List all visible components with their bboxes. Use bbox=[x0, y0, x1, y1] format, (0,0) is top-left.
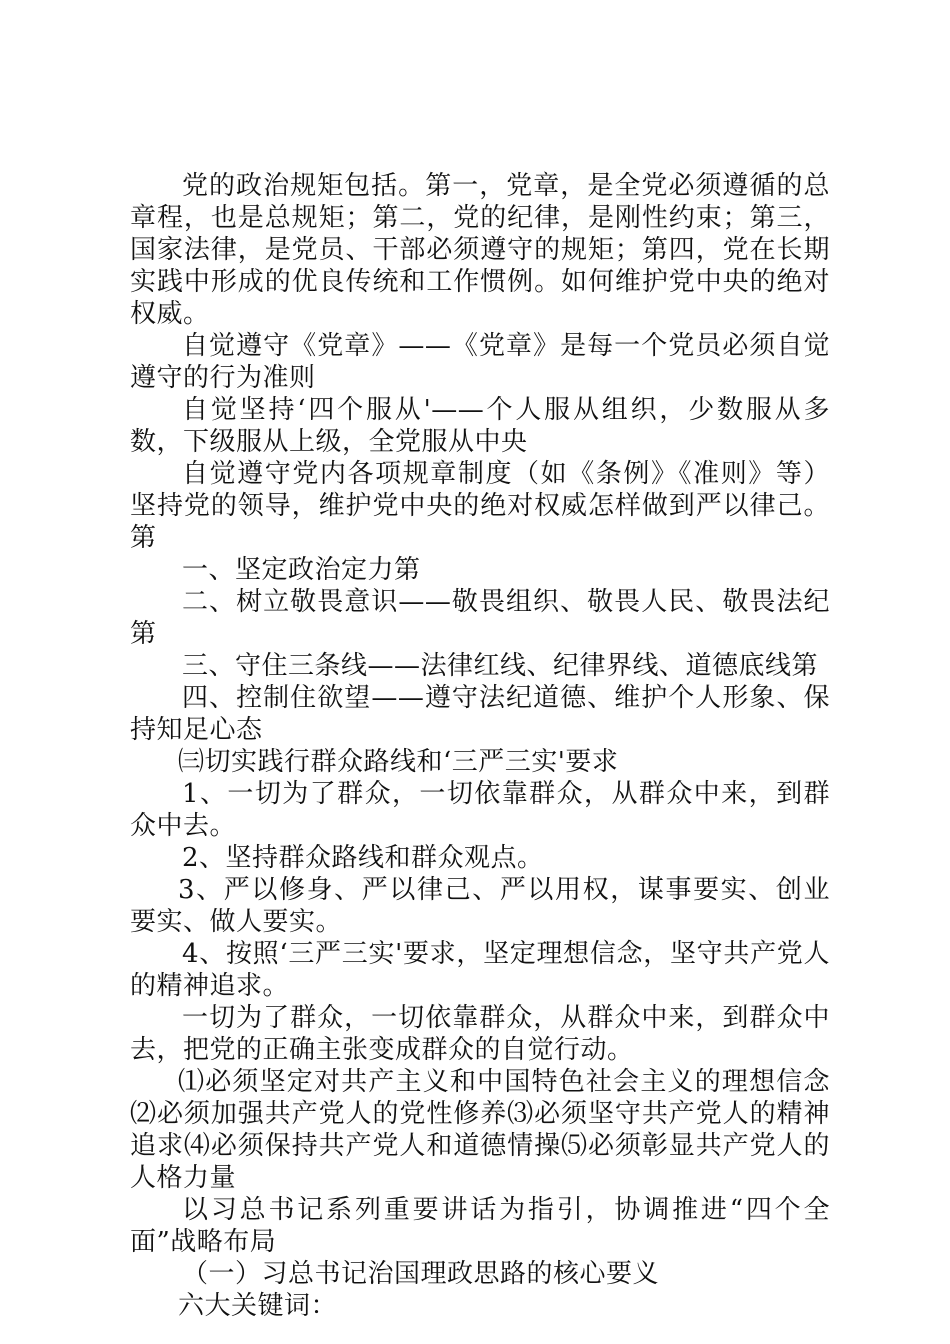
paragraph-six-keywords: 六大关键词： bbox=[178, 1291, 338, 1321]
paragraph-mass-line-1: 1、一切为了群众，一切依靠群众，从群众中来，到群众中去。 bbox=[130, 779, 830, 841]
paragraph-core-essence: （一）习总书记治国理政思路的核心要义 bbox=[182, 1259, 660, 1289]
paragraph-mass-line-2: 2、坚持群众路线和群众观点。 bbox=[182, 843, 544, 873]
paragraph-item-3: 三、守住三条线——法律红线、纪律界线、道德底线第 bbox=[182, 651, 819, 681]
paragraph-mass-line-3: 3、严以修身、严以律己、严以用权，谋事要实、创业要实、做人要实。 bbox=[130, 875, 830, 937]
paragraph-party-constitution: 自觉遵守《党章》——《党章》是每一个党员必须自觉遵守的行为准则 bbox=[130, 331, 830, 393]
paragraph-item-1: 一、坚定政治定力第 bbox=[182, 555, 421, 585]
paragraph-political-rules: 党的政治规矩包括。第一，党章，是全党必须遵循的总章程，也是总规矩；第二，党的纪律，是刚性约束；第三，国家法律，是党员、干部必须遵守的规矩；第四，党在长期实践中形成的优良传统和工作惯例。如何维护党中央的绝对权威。 bbox=[130, 171, 830, 329]
paragraph-for-the-masses: 一切为了群众，一切依靠群众，从群众中来，到群众中去，把党的正确主张变成群众的自觉行动。 bbox=[130, 1003, 830, 1065]
paragraph-item-2: 二、树立敬畏意识——敬畏组织、敬畏人民、敬畏法纪第 bbox=[130, 587, 830, 649]
paragraph-mass-line-4: 4、按照‘三严三实'要求，坚定理想信念，坚守共产党人的精神追求。 bbox=[130, 939, 830, 1001]
paragraph-mass-line-heading: ㈢切实践行群众路线和‘三严三实'要求 bbox=[178, 747, 619, 777]
document-body bbox=[130, 170, 830, 1322]
paragraph-five-musts: ⑴必须坚定对共产主义和中国特色社会主义的理想信念⑵必须加强共产党人的党性修养⑶必须坚守共产党人的精神追求⑷必须保持共产党人和道德情操⑸必须彰显共产党人的人格力量 bbox=[130, 1067, 830, 1193]
paragraph-four-obediences: 自觉坚持‘四个服从'——个人服从组织，少数服从多数，下级服从上级，全党服从中央 bbox=[130, 395, 830, 457]
paragraph-four-comprehensives: 以习总书记系列重要讲话为指引，协调推进“四个全面”战略布局 bbox=[130, 1195, 830, 1257]
paragraph-item-4: 四、控制住欲望——遵守法纪道德、维护个人形象、保持知足心态 bbox=[130, 683, 830, 745]
paragraph-regulations: 自觉遵守党内各项规章制度（如《条例》《准则》等）坚持党的领导，维护党中央的绝对权威怎样做到严以律己。第 bbox=[130, 459, 830, 553]
